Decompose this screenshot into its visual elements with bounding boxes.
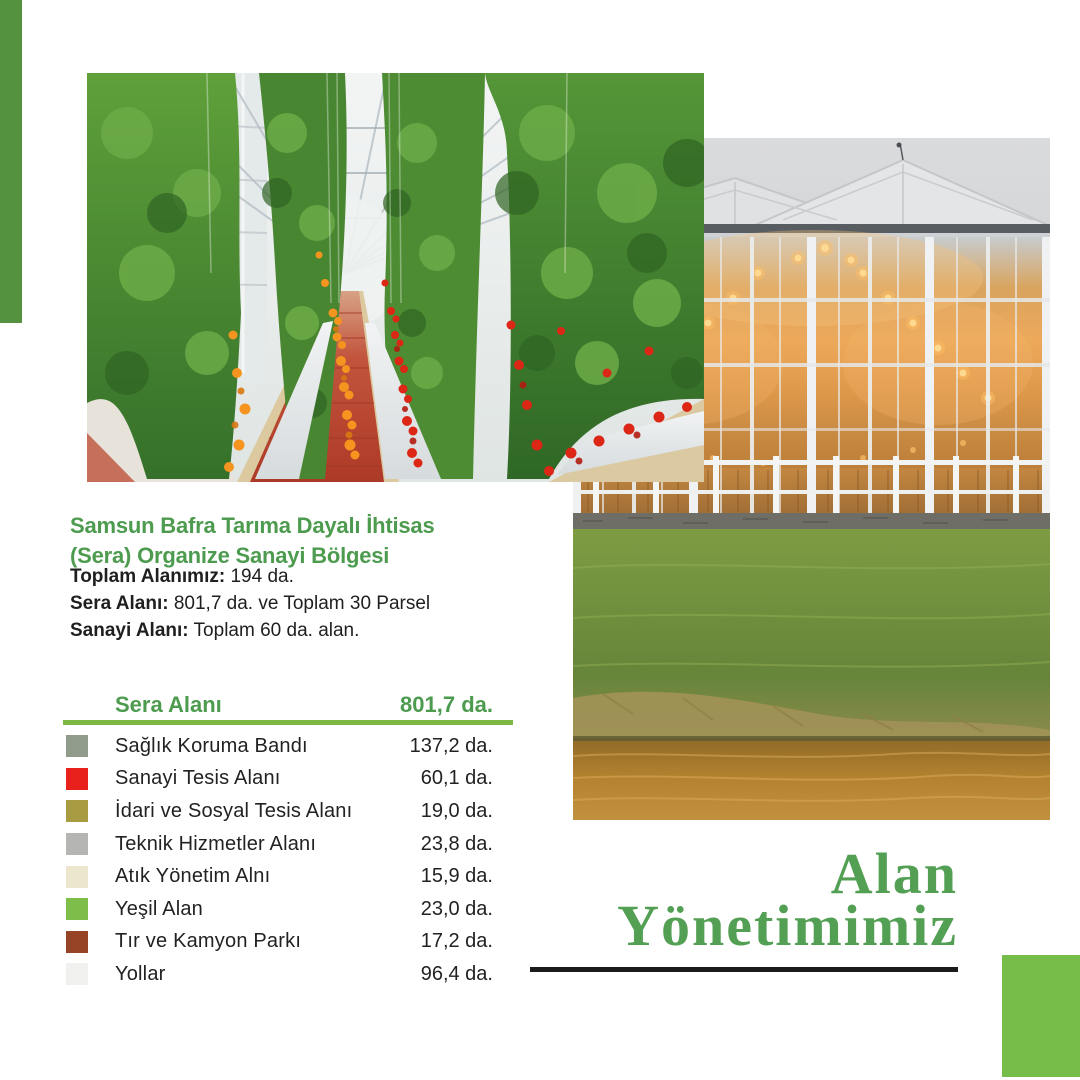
legend-swatch <box>66 898 88 920</box>
table-row <box>63 860 513 893</box>
legend-swatch <box>66 768 88 790</box>
table-header-label: Sera Alanı <box>115 692 222 717</box>
legend-value: 23,8 da. <box>420 832 493 855</box>
legend-label: Tır ve Kamyon Parkı <box>115 930 302 953</box>
legend-swatch <box>66 800 88 822</box>
legend-value: 137,2 da. <box>409 734 493 757</box>
section-title-underline <box>530 967 958 972</box>
legend-swatch <box>66 833 88 855</box>
table-row <box>63 893 513 926</box>
fact-value: 801,7 da. ve Toplam 30 Parsel <box>168 593 431 614</box>
legend-label: Sağlık Koruma Bandı <box>115 734 308 757</box>
legend-rows <box>63 730 513 991</box>
facts-block <box>70 563 430 644</box>
table-row <box>63 828 513 861</box>
table-row <box>63 958 513 991</box>
legend-label: Sanayi Tesis Alanı <box>115 767 281 790</box>
fact-industry-area <box>70 617 430 644</box>
legend-swatch <box>66 963 88 985</box>
section-title-line2: Yönetimimiz <box>617 893 958 958</box>
legend-value: 17,2 da. <box>420 930 493 953</box>
fact-greenhouse-area <box>70 590 430 617</box>
fact-label: Toplam Alanımız: <box>70 566 226 587</box>
fact-value: 194 da. <box>225 566 294 587</box>
area-table <box>63 690 513 991</box>
fact-total-area <box>70 563 430 590</box>
legend-value: 96,4 da. <box>420 962 493 985</box>
page-title-line1: Samsun Bafra Tarıma Dayalı İhtisas <box>70 513 435 538</box>
legend-value: 23,0 da. <box>420 897 493 920</box>
page-title-line2: (Sera) Organize Sanayi Bölgesi <box>70 543 390 568</box>
legend-value: 15,9 da. <box>420 865 493 888</box>
legend-label: Yeşil Alan <box>115 897 203 920</box>
fact-label: Sanayi Alanı: <box>70 620 189 641</box>
section-title-line1: Alan <box>830 841 958 906</box>
legend-swatch <box>66 735 88 757</box>
table-rule <box>63 720 513 725</box>
legend-label: Teknik Hizmetler Alanı <box>115 832 317 855</box>
info-block <box>70 511 435 571</box>
table-row <box>63 795 513 828</box>
legend-label: İdari ve Sosyal Tesis Alanı <box>115 799 353 822</box>
greenhouse-interior-art <box>87 73 704 482</box>
fact-label: Sera Alanı: <box>70 593 169 614</box>
page-title <box>70 511 435 571</box>
table-row <box>63 926 513 959</box>
section-title <box>530 841 958 972</box>
legend-value: 19,0 da. <box>420 799 493 822</box>
legend-swatch <box>66 866 88 888</box>
legend-value: 60,1 da. <box>420 767 493 790</box>
left-accent-bar <box>0 0 22 323</box>
table-header-row <box>63 690 513 720</box>
table-row <box>63 730 513 763</box>
legend-label: Yollar <box>115 962 166 985</box>
table-row <box>63 763 513 796</box>
fact-value: Toplam 60 da. alan. <box>188 620 360 641</box>
legend-label: Atık Yönetim Alnı <box>115 865 271 888</box>
greenhouse-interior-photo <box>87 73 704 482</box>
legend-swatch <box>66 931 88 953</box>
table-header-value: 801,7 da. <box>400 692 493 717</box>
bottom-right-accent-square <box>1002 955 1080 1077</box>
